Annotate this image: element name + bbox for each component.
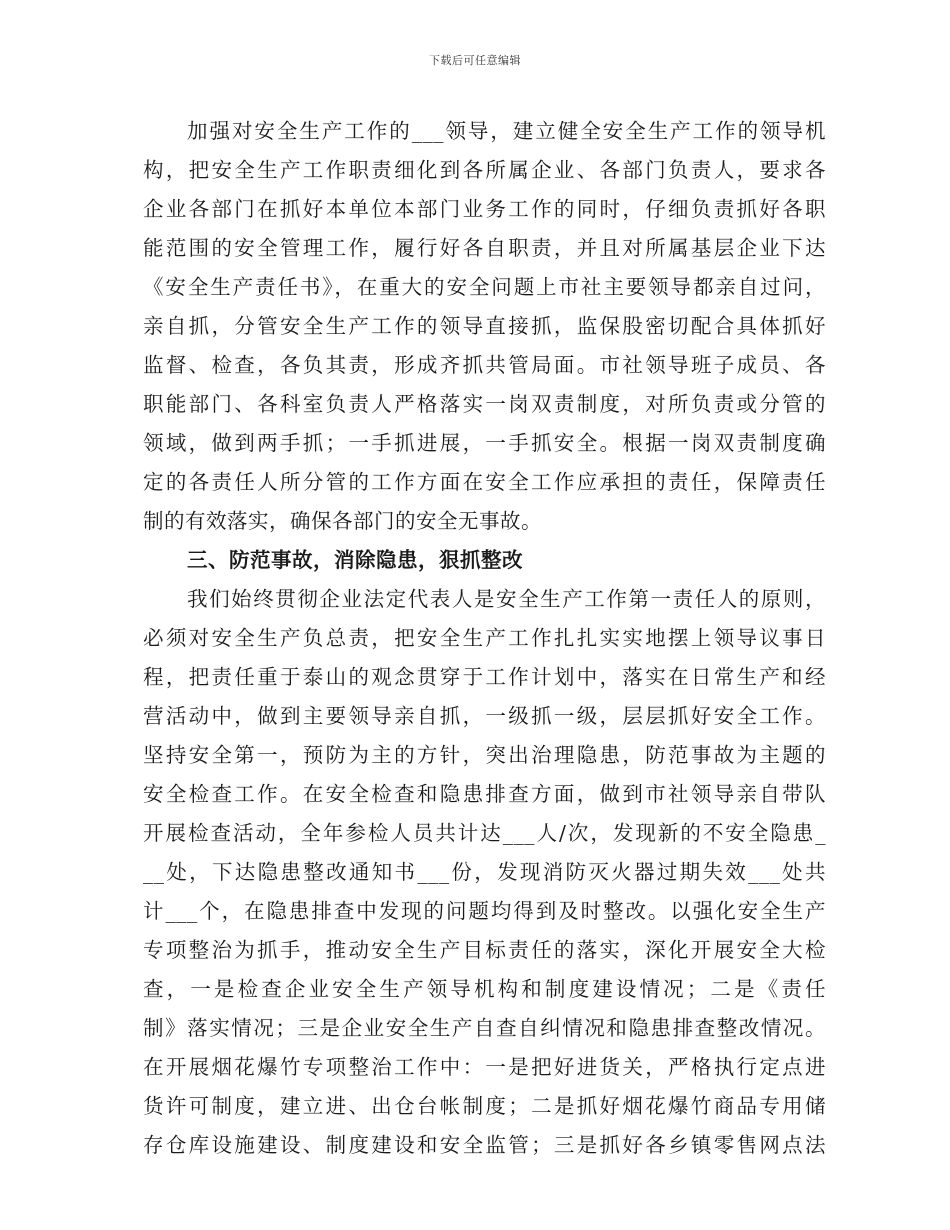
paragraph-line: 职能部门、各科室负责人严格落实一岗双责制度，对所负责或分管的 bbox=[143, 392, 826, 416]
paragraph-line: 企业各部门在抓好本单位本部门业务工作的同时，仔细负责抓好各职 bbox=[143, 197, 826, 221]
paragraph-line: 制》落实情况；三是企业安全生产自查自纠情况和隐患排查整改情况。 bbox=[143, 1016, 826, 1040]
paragraph-line: 存仓库设施建设、制度建设和安全监管；三是抓好各乡镇零售网点法 bbox=[143, 1133, 826, 1157]
paragraph-line: 计___个，在隐患排查中发现的问题均得到及时整改。以强化安全生产 bbox=[143, 899, 826, 923]
document-body bbox=[143, 112, 826, 1165]
paragraph-line: 必须对安全生产负总责，把安全生产工作扎扎实实地摆上领导议事日 bbox=[143, 626, 826, 650]
paragraph-line: 亲自抓，分管安全生产工作的领导直接抓，监保股密切配合具体抓好 bbox=[143, 314, 826, 338]
paragraph-line: 构，把安全生产工作职责细化到各所属企业、各部门负责人，要求各 bbox=[143, 158, 826, 182]
paragraph-line: 安全检查工作。在安全检查和隐患排查方面，做到市社领导亲自带队 bbox=[143, 782, 826, 806]
paragraph-line: 专项整治为抓手，推动安全生产目标责任的落实，深化开展安全大检 bbox=[143, 938, 826, 962]
paragraph-line: 定的各责任人所分管的工作方面在安全工作应承担的责任，保障责任 bbox=[143, 470, 826, 494]
paragraph-line: __处，下达隐患整改通知书___份，发现消防灭火器过期失效___处共 bbox=[143, 860, 826, 884]
paragraph-line: 《安全生产责任书》，在重大的安全问题上市社主要领导都亲自过问， bbox=[143, 275, 826, 299]
paragraph-line: 营活动中，做到主要领导亲自抓，一级抓一级，层层抓好安全工作。 bbox=[143, 704, 826, 728]
paragraph-line: 监督、检查，各负其责，形成齐抓共管局面。市社领导班子成员、各 bbox=[143, 353, 826, 377]
page-header: 下载后可任意编辑 bbox=[429, 54, 521, 67]
section-heading: 三、防范事故，消除隐患，狠抓整改 bbox=[187, 548, 523, 572]
paragraph-line: 能范围的安全管理工作，履行好各自职责，并且对所属基层企业下达 bbox=[143, 236, 826, 260]
paragraph-line: 开展检查活动，全年参检人员共计达___人/次，发现新的不安全隐患_ bbox=[143, 821, 826, 845]
paragraph-line: 货许可制度，建立进、出仓台帐制度；二是抓好烟花爆竹商品专用储 bbox=[143, 1094, 826, 1118]
paragraph-line: 坚持安全第一，预防为主的方针，突出治理隐患，防范事故为主题的 bbox=[143, 743, 826, 767]
paragraph-line: 查，一是检查企业安全生产领导机构和制度建设情况；二是《责任 bbox=[143, 977, 826, 1001]
paragraph-line: 领域，做到两手抓；一手抓进展，一手抓安全。根据一岗双责制度确 bbox=[143, 431, 826, 455]
paragraph-line: 程，把责任重于泰山的观念贯穿于工作计划中，落实在日常生产和经 bbox=[143, 665, 826, 689]
paragraph-line: 加强对安全生产工作的___领导，建立健全安全生产工作的领导机 bbox=[187, 119, 826, 143]
paragraph-line: 在开展烟花爆竹专项整治工作中：一是把好进货关，严格执行定点进 bbox=[143, 1055, 826, 1079]
paragraph-line: 制的有效落实，确保各部门的安全无事故。 bbox=[143, 509, 542, 533]
paragraph-line: 我们始终贯彻企业法定代表人是安全生产工作第一责任人的原则， bbox=[187, 587, 826, 611]
